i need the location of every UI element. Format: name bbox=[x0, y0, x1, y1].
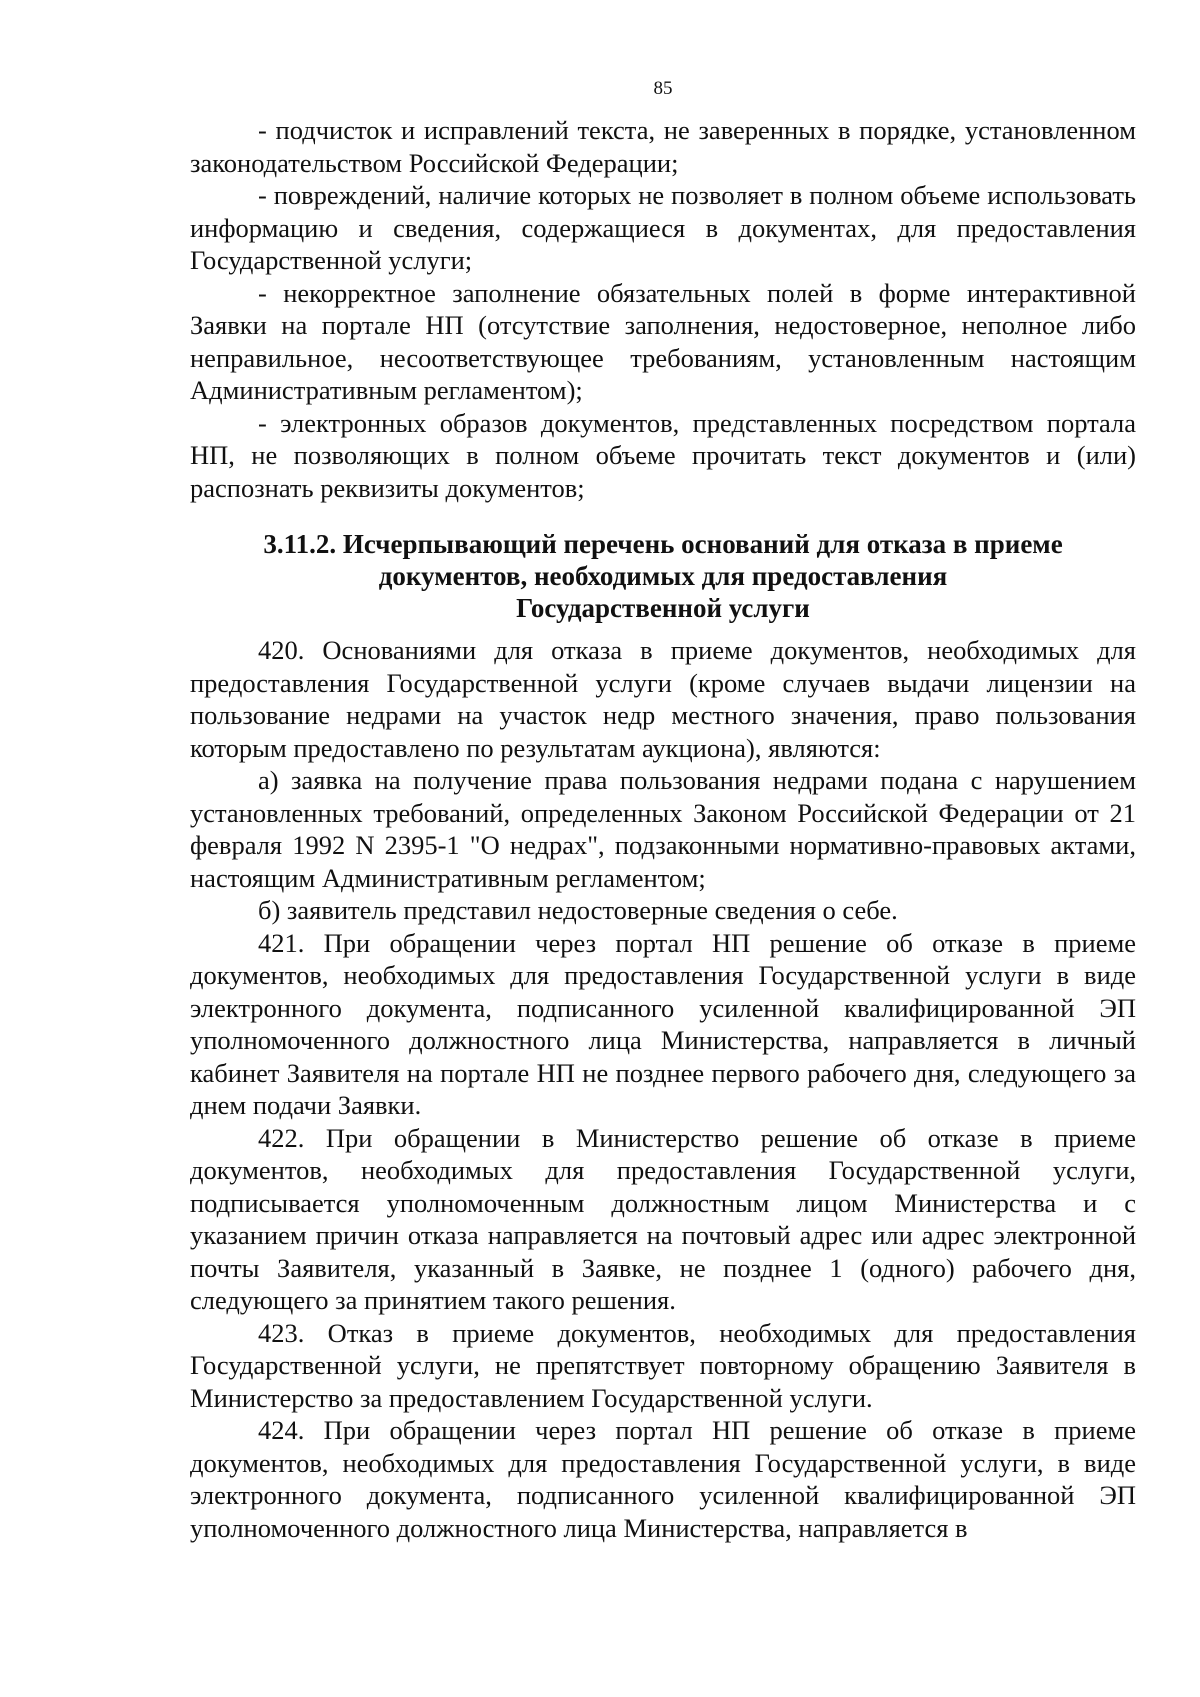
paragraph-423: 423. Отказ в приеме документов, необходимых для предоставления Государственной услуги, не препятствует повторному обращению Заявителя в Министерство за предоставлением Государственной услуги. bbox=[190, 1317, 1136, 1413]
paragraph-422: 422. При обращении в Министерство решение об отказе в приеме документов, необходимых для предоставления Государственной услуги, подписывается уполномоченным должностным лицом Министерства и с указанием причин отказа направляется на почтовый адрес или адрес электронной почты Заявителя, указанный в Заявке, не позднее 1 (одного) рабочего дня, следующего за принятием такого решения. bbox=[190, 1122, 1136, 1315]
paragraph-424: 424. При обращении через портал НП решение об отказе в приеме документов, необходимых для предоставления Государственной услуги, в виде электронного документа, подписанного усиленной квалифицированной ЭП уполномоченного должностного лица Министерства, направляется в bbox=[190, 1415, 1136, 1543]
section-heading-line: 3.11.2. Исчерпывающий перечень оснований для отказа в приеме bbox=[263, 529, 1063, 559]
section-heading-line: документов, необходимых для предоставления bbox=[378, 561, 948, 591]
paragraph-420-b: б) заявитель представил недостоверные сведения о себе. bbox=[258, 895, 898, 925]
page-number: 85 bbox=[653, 78, 673, 99]
section-heading bbox=[190, 528, 1136, 624]
paragraph-421: 421. При обращении через портал НП решение об отказе в приеме документов, необходимых для предоставления Государственной услуги в виде электронного документа, подписанного усиленной квалифицированной ЭП уполномоченного должностного лица Министерства, направляется в личный кабинет Заявителя на портале НП не позднее первого рабочего дня, следующего за днем подачи Заявки. bbox=[190, 927, 1136, 1120]
list-item: - подчисток и исправлений текста, не заверенных в порядке, установленном законодательством Российской Федерации; bbox=[190, 115, 1136, 178]
paragraph-420: 420. Основаниями для отказа в приеме документов, необходимых для предоставления Государственной услуги (кроме случаев выдачи лицензии на пользование недрами на участок недр местного значения, право пользования которым предоставлено по результатам аукциона), являются: bbox=[190, 635, 1136, 763]
paragraph-420-a: а) заявка на получение права пользования недрами подана с нарушением установленных требований, определенных Законом Российской Федерации от 21 февраля 1992 N 2395-1 "О недрах", подзаконными нормативно-правовых актами, настоящим Административным регламентом; bbox=[190, 765, 1136, 893]
section-heading-line: Государственной услуги bbox=[516, 593, 810, 623]
list-item: - повреждений, наличие которых не позволяет в полном объеме использовать информацию и сведения, содержащиеся в документах, для предоставления Государственной услуги; bbox=[190, 180, 1136, 275]
document-body bbox=[190, 114, 1136, 1544]
list-item: - электронных образов документов, представленных посредством портала НП, не позволяющих в полном объеме прочитать текст документов и (или) распознать реквизиты документов; bbox=[190, 407, 1136, 503]
list-item: - некорректное заполнение обязательных полей в форме интерактивной Заявки на портале НП (отсутствие заполнения, недостоверное, неполное либо неправильное, несоответствующее требованиям, установленным настоящим Административным регламентом); bbox=[190, 277, 1136, 405]
